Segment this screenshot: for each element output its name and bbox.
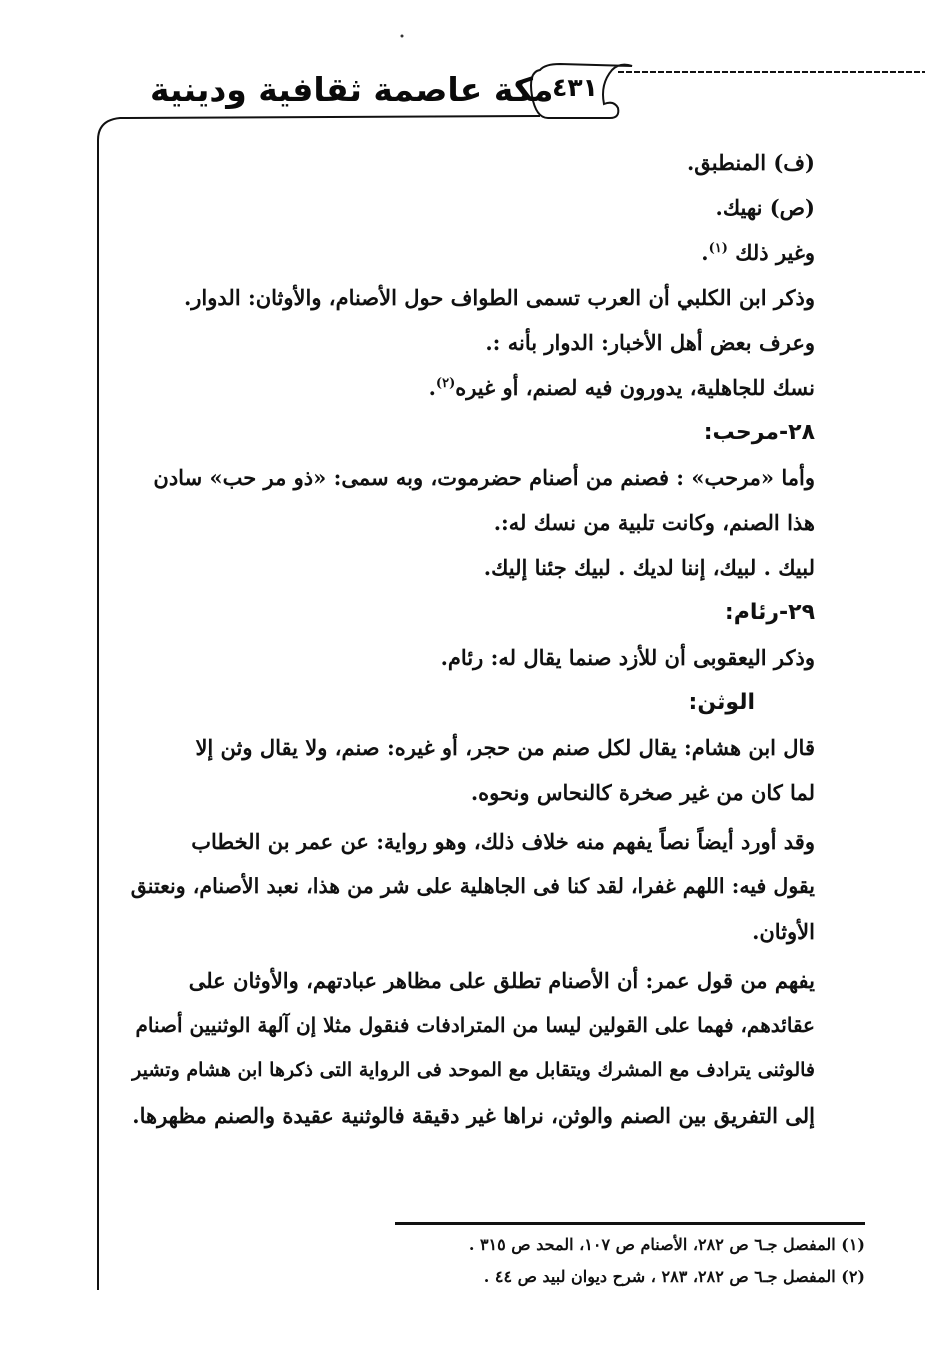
section-heading-28: ٢٨-مرحب: — [703, 420, 815, 445]
talbiya-line: لبيك . لبيك، إننا لديك . لبيك جئنا إليك. — [483, 555, 815, 580]
para-b-line-2: يقول فيه: اللهم غفرا، لقد كنا فى الجاهلية على شر من هذا، نعبد الأصنام، ونعتنق — [130, 874, 815, 898]
para-c-line-1: يفهم من قول عمر: أن الأصنام تطلق على مظاهر عبادتهم، والأوثان على — [188, 968, 815, 993]
header-title: مكة عاصمة ثقافية ودينية — [150, 70, 554, 109]
footnote-2: (٢) المفصل جـ٦ ص ٢٨٢، ٢٨٣ ، شرح ديوان لبيد ص ٤٤ . — [483, 1267, 865, 1286]
footnotes — [395, 1222, 865, 1293]
text-line-4: وذكر ابن الكلبي أن العرب تسمى الطواف حول الأصنام، والأوثان: الدوار. — [183, 285, 815, 310]
text-line-6 — [125, 365, 815, 410]
para-28-line-2: هذا الصنم، وكانت تلبية من نسك له:. — [493, 510, 815, 535]
footnote-1: (١) المفصل جـ٦ ص ٢٨٢، الأصنام ص ١٠٧، المحد ص ٣١٥ . — [468, 1235, 865, 1254]
footnote-ref-2: (٢) — [435, 376, 456, 391]
para-28-line-1: وأما «مرحب» : فصنم من أصنام حضرموت، وبه سمى: «ذو مر حب» سادن — [153, 465, 815, 490]
para-b-line-1: وقد أورد أيضاً نصاً يفهم منه خلاف ذلك، وهو رواية: عن عمر بن الخطاب — [191, 829, 815, 854]
footnote-ref-1: (١) — [708, 241, 728, 256]
text-line-3-body: وغير ذلك — [735, 240, 815, 265]
para-b-line-3: الأوثان. — [752, 919, 815, 944]
para-c-line-3: فالوثنى يترادف مع المشرك ويتقابل مع الموحد فى الرواية التى ذكرها ابن هشام وتشير — [132, 1059, 815, 1081]
running-header — [0, 52, 929, 132]
para-a-line-1: قال ابن هشام: يقال لكل صنم من حجر، أو غيره: صنم، ولا يقال وثن إلا — [195, 735, 815, 760]
para-c-line-2: عقائدهم، فهما على القولين ليسا من المترادفات فنقول مثلا إن آلهة الوثنيين أصنام — [135, 1013, 815, 1037]
text-line-6-body: نسك للجاهلية، يدورون فيه لصنم، أو غيره — [455, 375, 815, 400]
page-number: ٤٣١ — [552, 73, 598, 102]
text-line-6-period: . — [428, 375, 436, 400]
text-line-3 — [125, 230, 815, 275]
section-heading-wathan: الوثن: — [688, 690, 755, 715]
text-line-2: (ص) نهيك. — [715, 195, 815, 220]
main-text — [125, 140, 815, 1138]
text-line-5: وعرف بعض أهل الأخبار: الدوار بأنه :. — [485, 330, 815, 355]
para-29-line: وذكر اليعقوبى أن للأزد صنما يقال له: رئام. — [440, 645, 815, 670]
para-c-line-4: إلى التفريق بين الصنم والوثن، نراها غير دقيقة فالوثنية عقيدة والصنم مظهرها. — [132, 1103, 815, 1128]
text-line-3-period: . — [701, 240, 709, 265]
section-heading-29: ٢٩-رئام: — [724, 600, 815, 625]
text-line-1: (ف) المنطبق. — [686, 150, 815, 175]
para-a-line-2: لما كان من غير صخرة كالنحاس ونحوه. — [470, 780, 815, 805]
